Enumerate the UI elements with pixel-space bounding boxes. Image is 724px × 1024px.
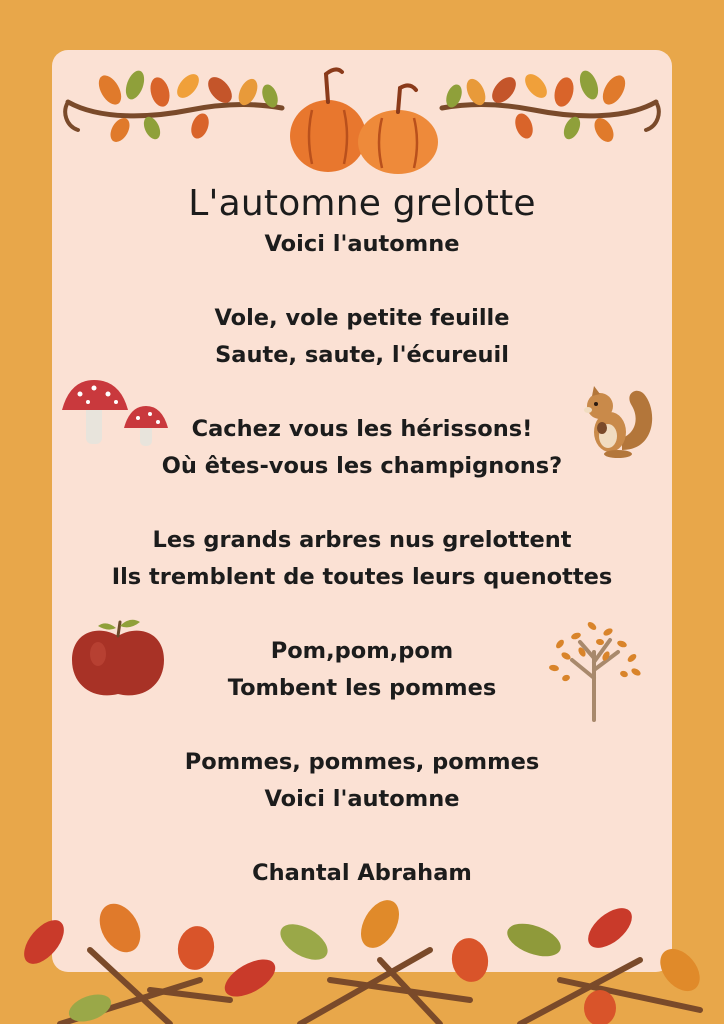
poem-line: Voici l'automne xyxy=(264,786,460,812)
poem-author: Chantal Abraham xyxy=(252,860,472,886)
poem-title: L'automne grelotte xyxy=(188,183,536,224)
poem-line: Où êtes-vous les champignons? xyxy=(161,453,563,479)
poem-line: Tombent les pommes xyxy=(227,675,497,701)
branch-right-icon xyxy=(442,68,659,145)
bottom-decoration xyxy=(0,890,724,1024)
poem xyxy=(52,182,672,892)
pumpkin-icon xyxy=(290,69,438,174)
poem-line: Ils tremblent de toutes leurs quenottes xyxy=(111,564,613,590)
branch-left-icon xyxy=(65,68,282,145)
poem-line: Les grands arbres nus grelottent xyxy=(152,527,572,553)
poem-subtitle: Voici l'automne xyxy=(264,231,460,257)
poem-line: Pommes, pommes, pommes xyxy=(184,749,540,775)
poem-line: Saute, saute, l'écureuil xyxy=(215,342,509,368)
poem-line: Pom,pom,pom xyxy=(270,638,454,664)
poem-line: Cachez vous les hérissons! xyxy=(191,416,533,442)
top-decoration xyxy=(60,60,664,180)
poem-line: Vole, vole petite feuille xyxy=(214,305,510,331)
